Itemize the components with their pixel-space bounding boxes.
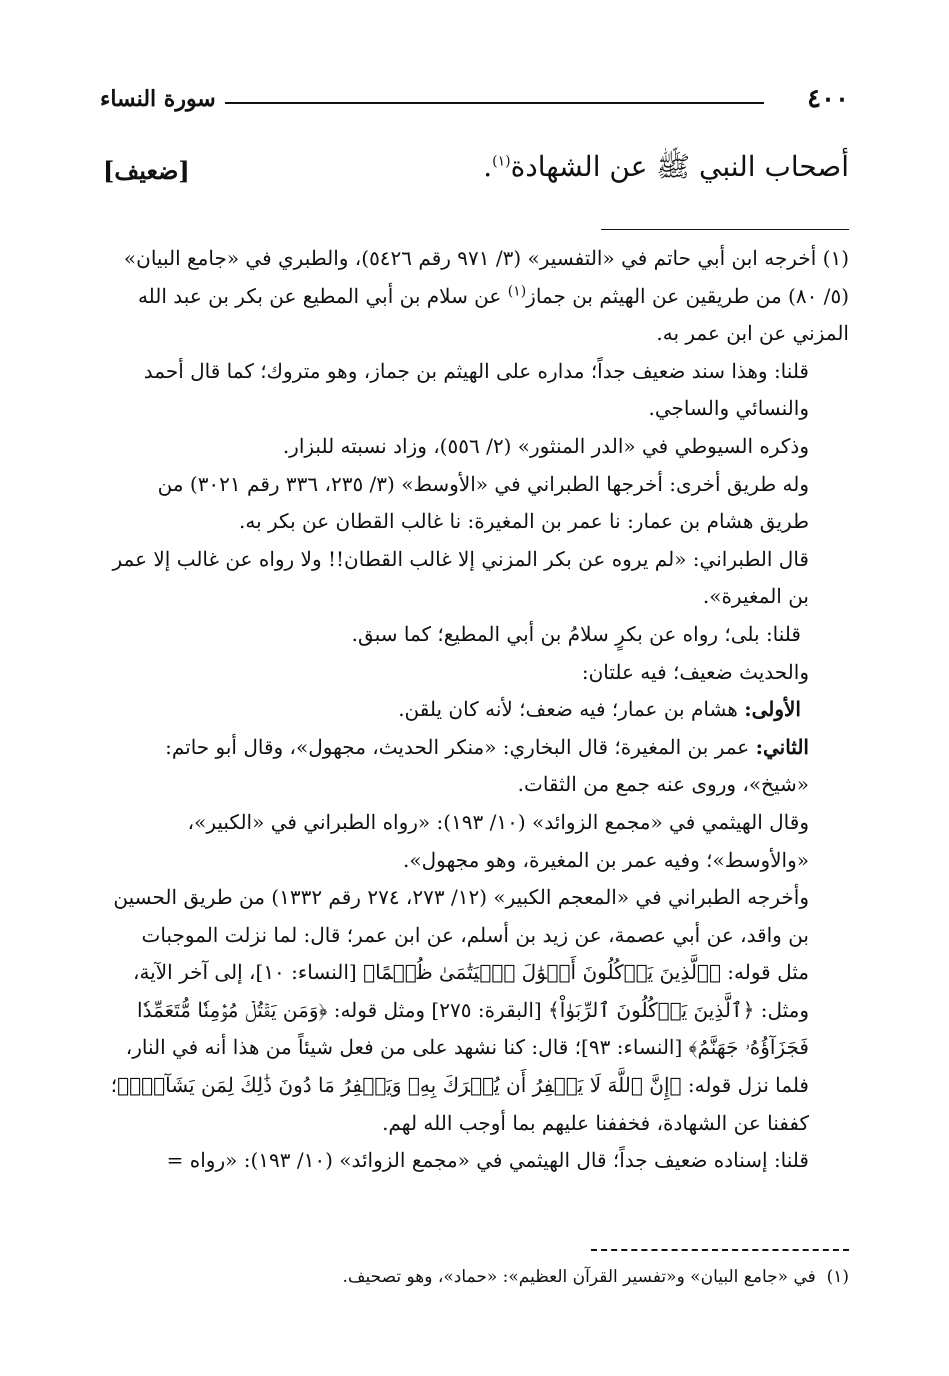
subfootnote-number: (١)	[826, 1267, 849, 1287]
main-text: أصحاب النبي ﷺ عن الشهادة	[510, 150, 849, 183]
footnote-text: أخرجه ابن أبي حاتم في «التفسير» (٣/ ٩٧١ رقم ٥٤٢٦)، والطبري في «جامع البيان» (٥/ ٨٠) من طريقين عن الهيثم بن جماز	[123, 246, 849, 308]
footnote-paragraph	[104, 240, 849, 353]
footnote-number: (١)	[822, 246, 849, 270]
surah-title: سورة النساء	[100, 86, 216, 112]
footnote-paragraph: قلنا: إسناده ضعيف جداً؛ قال الهيثمي في «مجمع الزوائد» (١٠/ ١٩٣): «رواه =	[166, 1148, 809, 1173]
inline-footnote-marker: (١)	[507, 282, 527, 299]
footnote-paragraph	[104, 729, 849, 804]
footnote-block	[104, 240, 849, 1180]
subfootnote-text: في «جامع البيان» و«تفسير القرآن العظيم»: «حماد»، وهو تصحيف.	[342, 1267, 816, 1287]
footnote-text: عمر بن المغيرة؛ قال البخاري: «منكر الحديث، مجهول»، وقال أبو حاتم: «شيخ»، وروى عنه جمع من الثقات.	[165, 734, 809, 797]
footnote-paragraph: وذكره السيوطي في «الدر المنثور» (٢/ ٥٥٦)، وزاد نسبته للبزار.	[282, 433, 809, 458]
footnote-paragraph: وقال الهيثمي في «مجمع الزوائد» (١٠/ ١٩٣): «رواه الطبراني في «الكبير»، «والأوسط»؛ وفيه عمر بن المغيرة، وهو مجهول».	[187, 809, 809, 872]
second-defect-label: الثاني:	[755, 734, 809, 759]
footnote-text: عن سلام بن أبي المطيع عن بكر بن عبد الله المزني عن ابن عمر به.	[137, 283, 849, 346]
footnote-separator	[601, 229, 849, 230]
page-number: ٤٠٠	[807, 84, 849, 114]
footnote-paragraph: قلنا: بلى؛ رواه عن بكرٍ سلامُ بن أبي المطيع؛ كما سبق.	[351, 621, 801, 646]
footnote-paragraph: وأخرجه الطبراني في «المعجم الكبير» (١٢/ ٢٧٣، ٢٧٤ رقم ١٣٣٢) من طريق الحسين بن واقد، عن أبي عصمة، عن زيد بن أسلم، عن ابن عمر؛ قال: لما نزلت الموجبات مثل قوله: ﴿ٱلَّذِينَ يَأۡكُلُونَ أَمۡوَٰلَ ٱلۡيَتَٰمَىٰ ظُلۡمًا﴾ [النساء: ١٠]، إلى آخر الآية، ومثل: ﴿ٱلَّذِينَ يَأۡكُلُونَ ٱلرِّبَوٰاْ﴾ [البقرة: ٢٧٥] ومثل قوله: ﴿وَمَن يَقۡتُلۡ مُؤۡمِنٗا مُّتَعَمِّدٗا فَجَزَآؤُهُۥ جَهَنَّمُ﴾ [النساء: ٩٣]؛ قال: كنا نشهد على من فعل شيئاً من هذا أنه في النار، فلما نزل قوله: ﴿إِنَّ ٱللَّهَ لَا يَغۡفِرُ أَن يُشۡرَكَ بِهِۦ وَيَغۡفِرُ مَا دُونَ ذَٰلِكَ لِمَن يَشَآءُۚ﴾؛ كففنا عن الشهادة، فخففنا عليهم بما أوجب الله لهم.	[110, 885, 809, 1135]
subfootnote-separator	[591, 1249, 849, 1251]
header-rule	[225, 102, 764, 104]
footnote-paragraph: قال الطبراني: «لم يروه عن بكر المزني إلا غالب القطان!! ولا رواه عن غالب إلا عمر بن المغيرة».	[112, 546, 809, 609]
main-footnote-marker: (١)	[492, 153, 511, 170]
footnote-paragraph: والحديث ضعيف؛ فيه علتان:	[581, 659, 809, 684]
footnote-text: هشام بن عمار؛ فيه ضعف؛ لأنه كان يلقن.	[398, 697, 738, 722]
footnote-paragraph	[104, 691, 849, 729]
hadith-grade: [ضعيف]	[103, 156, 190, 185]
page-header	[100, 84, 849, 124]
footnote-paragraph: وله طريق أخرى: أخرجها الطبراني في «الأوسط» (٣/ ٢٣٥، ٣٣٦ رقم ٣٠٢١) من طريق هشام بن عمار: نا عمر بن المغيرة: نا غالب القطان عن بكر به.	[157, 471, 809, 534]
first-defect-label: الأولى:	[744, 697, 801, 722]
footnote-paragraph: قلنا: وهذا سند ضعيف جداً؛ مداره على الهيثم بن جماز، وهو متروك؛ كما قال أحمد والنسائي والساجي.	[143, 358, 809, 421]
main-text-line	[483, 150, 849, 190]
subfootnote	[104, 1263, 849, 1291]
main-end-mark: .	[483, 150, 493, 183]
